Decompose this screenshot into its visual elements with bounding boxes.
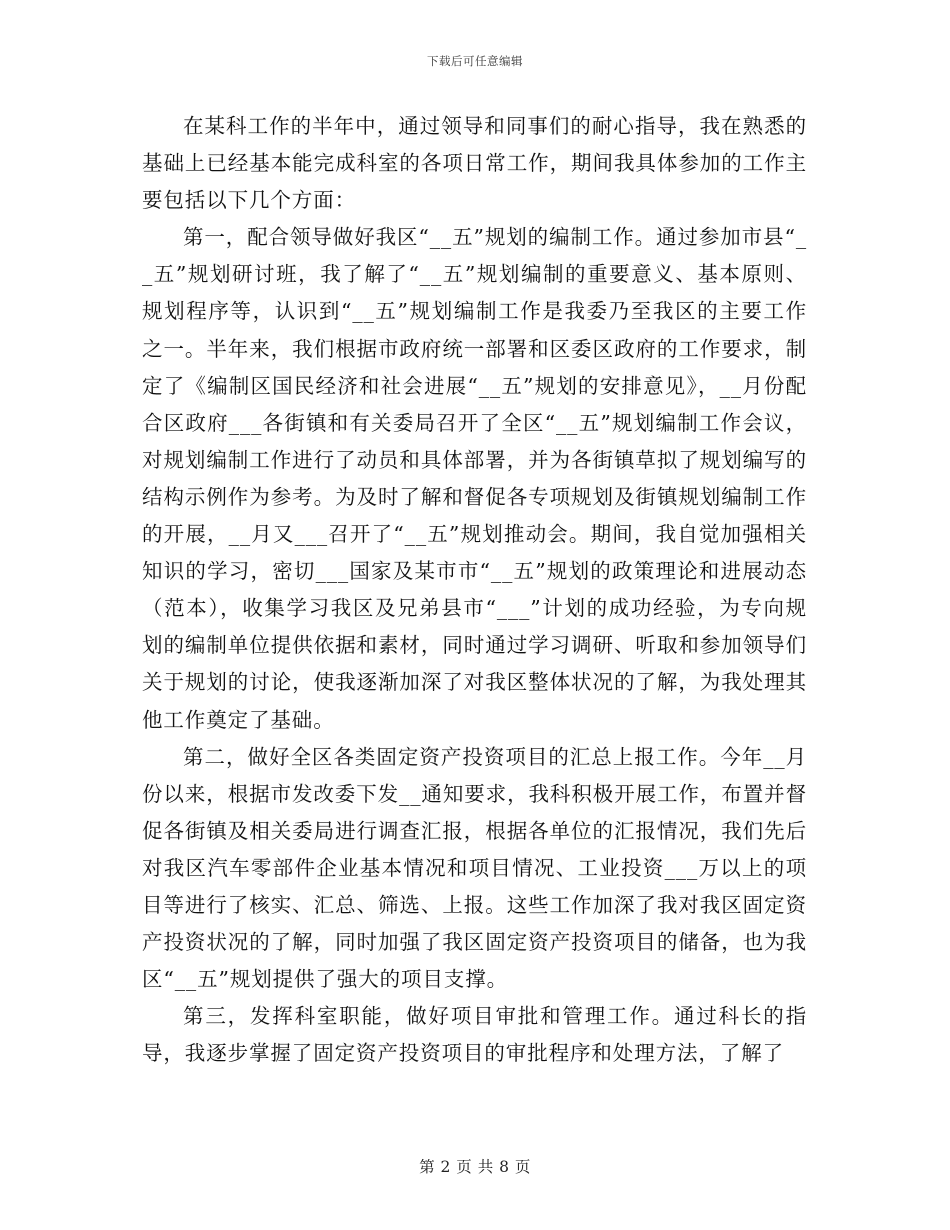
- paragraph-first-item: 第一，配合领导做好我区“__五”规划的编制工作。通过参加市县“__五”规划研讨班，我了解了“__五”规划编制的重要意义、基本原则、规划程序等，认识到“__五”规划编制工作是我委乃至我区的主要工作之一。半年来，我们根据市政府统一部署和区委区政府的工作要求，制定了《编制区国民经济和社会进展“__五”规划的安排意见》，__月份配合区政府___各街镇和有关委局召开了全区“__五”规划编制工作会议，对规划编制工作进行了动员和具体部署，并为各街镇草拟了规划编写的结构示例作为参考。为及时了解和督促各专项规划及街镇规划编制工作的开展，__月又___召开了“__五”规划推动会。期间，我自觉加强相关知识的学习，密切___国家及某市市“__五”规划的政策理论和进展动态（范本），收集学习我区及兄弟县市“___”计划的成功经验，为专向规划的编制单位提供依据和素材，同时通过学习调研、听取和参加领导们关于规划的讨论，使我逐渐加深了对我区整体状况的了解，为我处理其他工作奠定了基础。: [142, 225, 807, 732]
- paragraph-third-item: 第三，发挥科室职能，做好项目审批和管理工作。通过科长的指导，我逐步掌握了固定资产投资项目的审批程序和处理方法，了解了: [142, 1004, 807, 1066]
- page-header: 下载后可任意编辑: [427, 54, 523, 68]
- page-footer: 第 2 页 共 8 页: [419, 1158, 531, 1176]
- paragraph-second-item: 第二，做好全区各类固定资产投资项目的汇总上报工作。今年__月份以来，根据市发改委下发__通知要求，我科积极开展工作，布置并督促各街镇及相关委局进行调查汇报，根据各单位的汇报情况，我们先后对我区汽车零部件企业基本情况和项目情况、工业投资___万以上的项目等进行了核实、汇总、筛选、上报。这些工作加深了我对我区固定资产投资状况的了解，同时加强了我区固定资产投资项目的储备，也为我区“__五”规划提供了强大的项目支撑。: [142, 744, 807, 992]
- body-text: [142, 108, 807, 1072]
- paragraph-intro: 在某科工作的半年中，通过领导和同事们的耐心指导，我在熟悉的基础上已经基本能完成科室的各项日常工作，期间我具体参加的工作主要包括以下几个方面：: [142, 114, 807, 213]
